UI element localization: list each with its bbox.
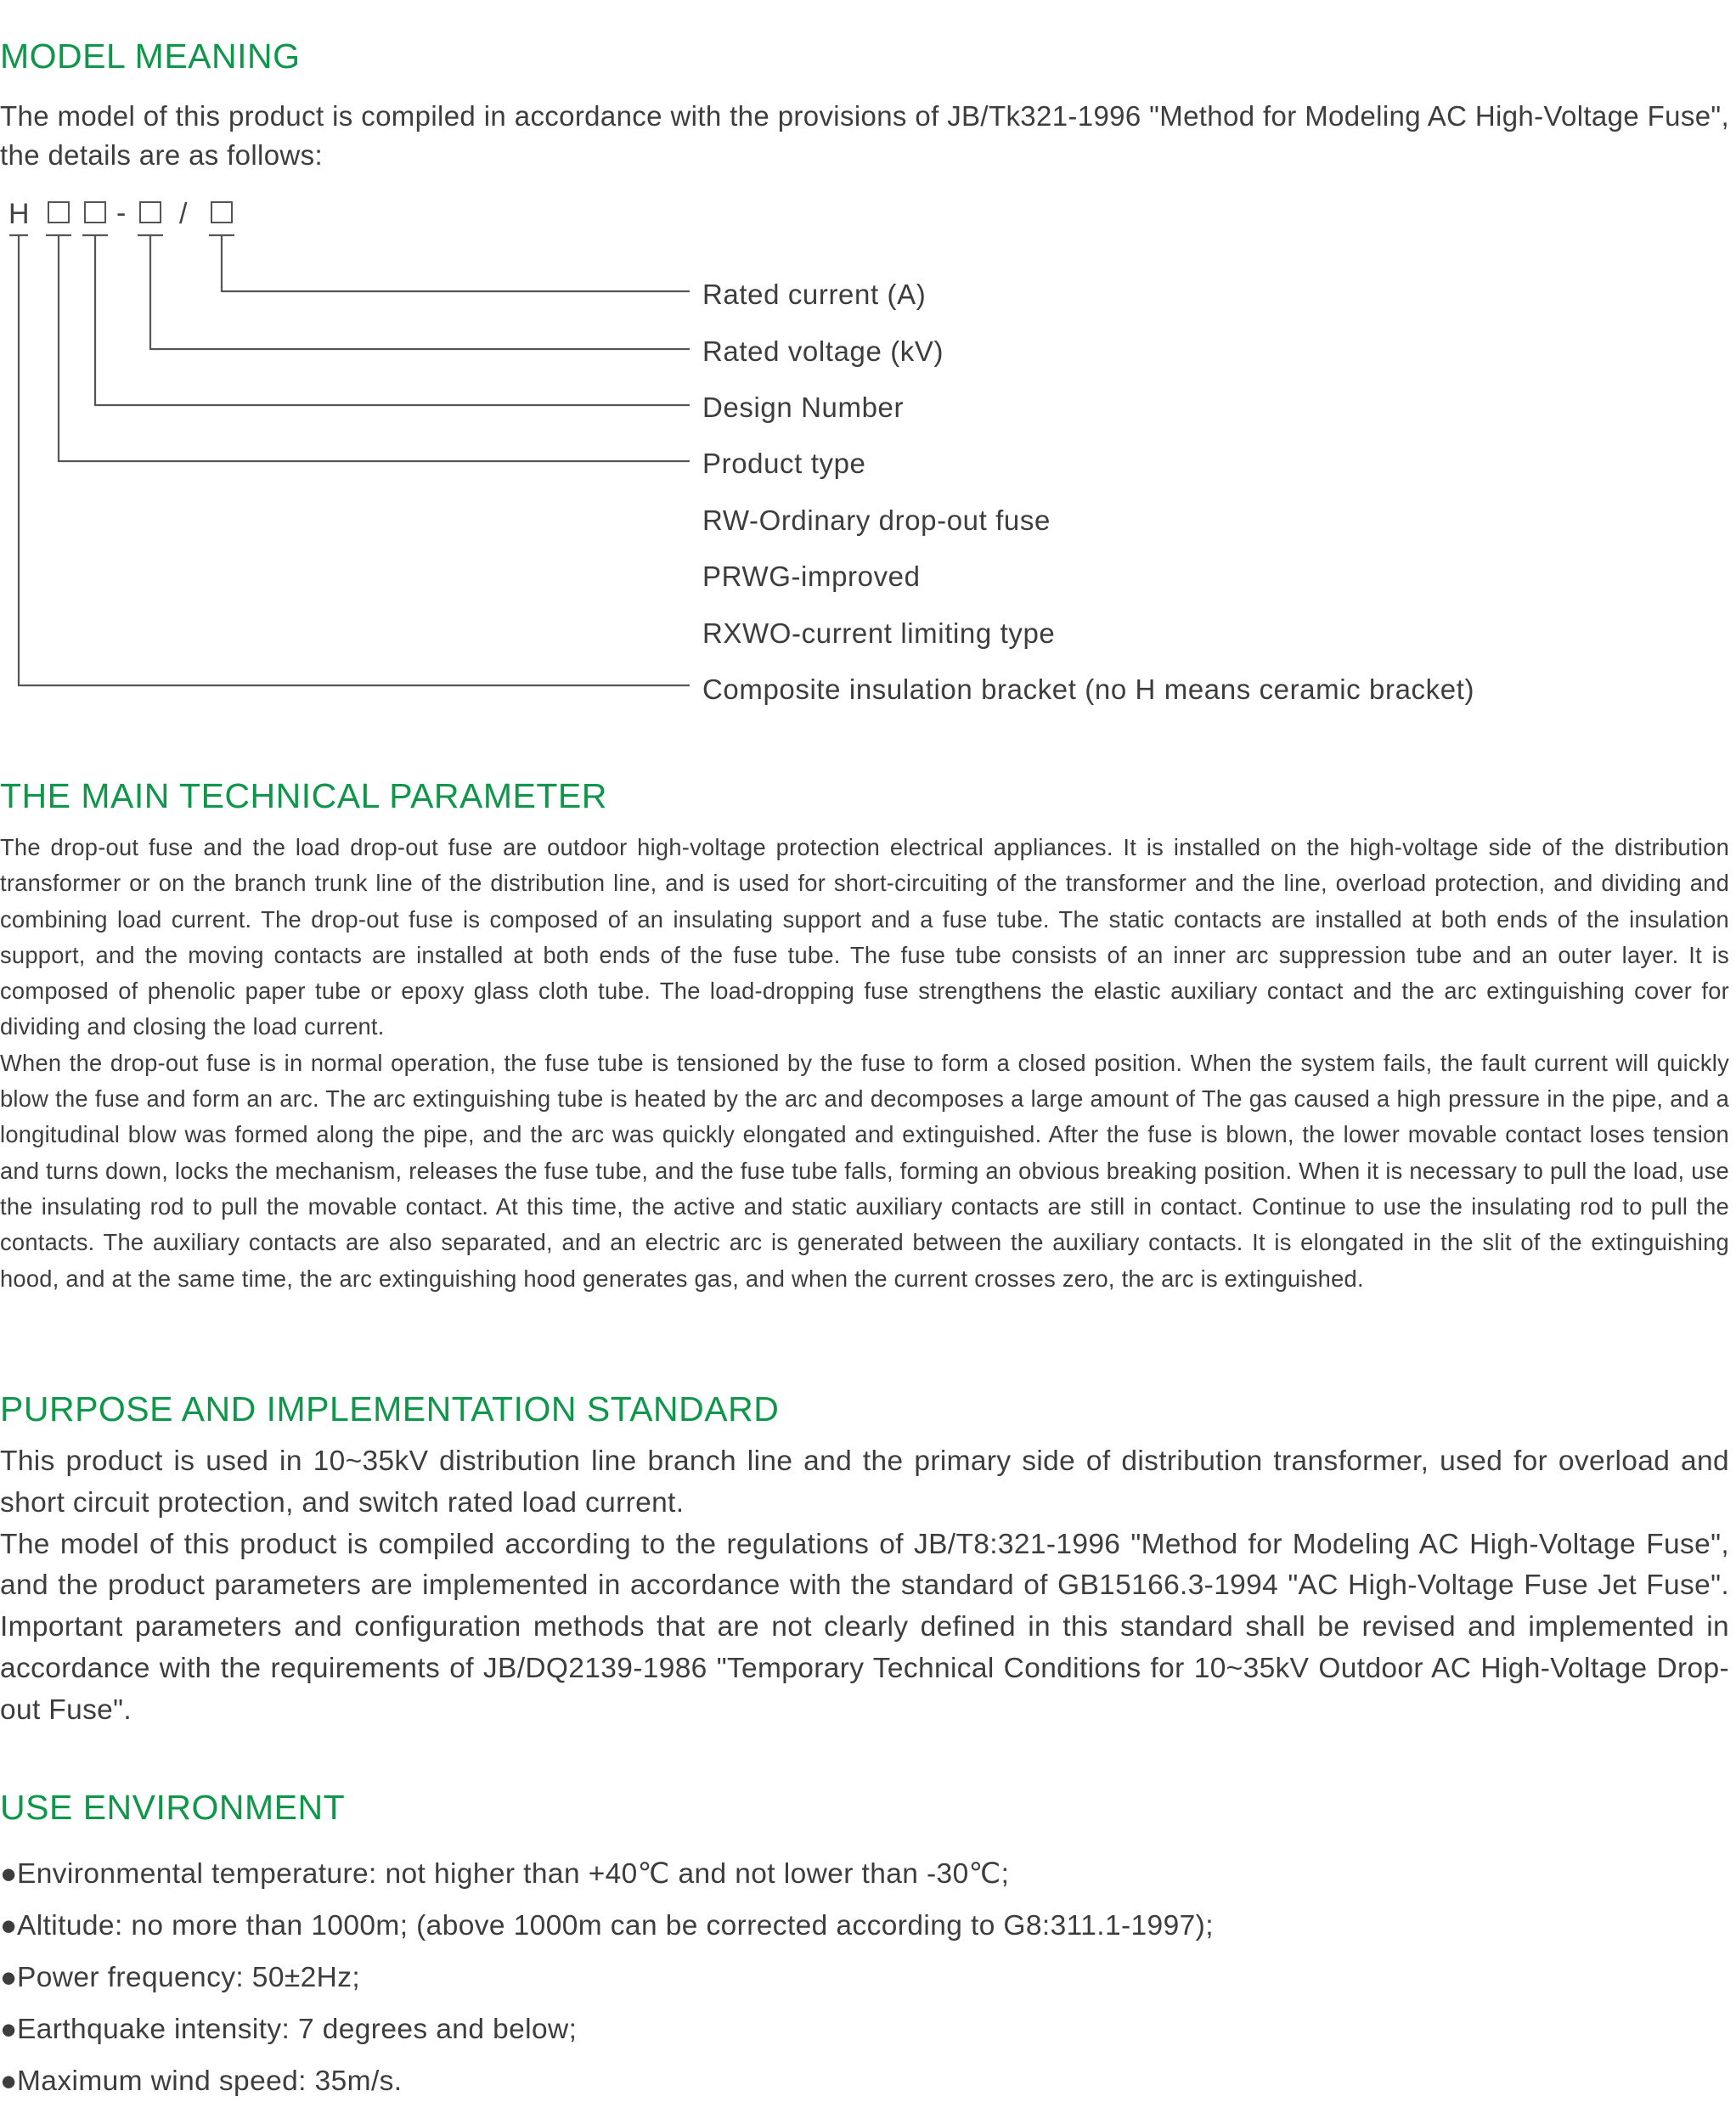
- use-environment-heading: USE ENVIRONMENT: [0, 1788, 346, 1827]
- model-meaning-intro: The model of this product is compiled in accordance with the provisions of JB/Tk321-1996 "Method for Modeling AC High-Voltage Fuse", the details are as follows:: [0, 100, 1729, 171]
- label-rw-ordinary: RW-Ordinary drop-out fuse: [702, 504, 1051, 536]
- purpose-section: [0, 1389, 1729, 1732]
- purpose-paragraph-1: This product is used in 10~35kV distribution line branch line and the primary side of distribution transformer, used for overload and short circuit protection, and switch rated load current.: [0, 1446, 1729, 1519]
- environment-item-earthquake: ●Earthquake intensity: 7 degrees and below;: [0, 2014, 578, 2045]
- bullet-icon: ●: [0, 1962, 18, 1993]
- environment-item-wind-speed: ●Maximum wind speed: 35m/s.: [0, 2065, 403, 2097]
- code-box-design-number: [84, 201, 106, 223]
- environment-item-frequency: ●Power frequency: 50±2Hz;: [0, 1962, 361, 1993]
- label-rated-current: Rated current (A): [702, 279, 927, 310]
- code-box-rated-current: [211, 201, 233, 223]
- purpose-paragraph-2: The model of this product is compiled according to the regulations of JB/T8:321-1996 "Method for Modeling AC High-Voltage Fuse", and the product parameters are implemented in accordance with the standard of GB15166.3-1994 "AC High-Voltage Fuse Jet Fuse". Important parameters and configuration methods that are not clearly defined in this standard shall be revised and implemented in accordance with the requirements of JB/DQ2139-1986 "Temporary Technical Conditions for 10~35kV Outdoor AC High-Voltage Drop-out Fuse".: [0, 1528, 1729, 1726]
- label-prwg-improved: PRWG-improved: [702, 561, 921, 592]
- environment-item-temperature: ●Environmental temperature: not higher than +40℃ and not lower than -30℃;: [0, 1858, 1010, 1890]
- code-prefix-h: H: [8, 198, 30, 230]
- bullet-icon: ●: [0, 2014, 18, 2045]
- environment-item-altitude: ●Altitude: no more than 1000m; (above 1000m can be corrected according to G8:311.1-1997);: [0, 1910, 1214, 1941]
- label-composite-insulation: Composite insulation bracket (no H means ceramic bracket): [702, 673, 1475, 705]
- label-rxwo-current-limiting: RXWO-current limiting type: [702, 617, 1056, 649]
- label-product-type: Product type: [702, 448, 866, 479]
- code-box-rated-voltage: [139, 201, 161, 223]
- label-rated-voltage: Rated voltage (kV): [702, 335, 944, 367]
- label-design-number: Design Number: [702, 392, 905, 423]
- code-slash: /: [179, 198, 188, 230]
- model-meaning-heading: MODEL MEANING: [0, 37, 301, 76]
- technical-parameter-heading: THE MAIN TECHNICAL PARAMETER: [0, 776, 607, 815]
- code-dash: -: [116, 197, 127, 229]
- model-code-diagram: [0, 191, 1736, 718]
- bullet-icon: ●: [0, 1910, 18, 1941]
- environment-list: [0, 1860, 1729, 2096]
- use-environment-section: [0, 1790, 1729, 2119]
- bullet-icon: ●: [0, 2065, 18, 2097]
- bullet-icon: ●: [0, 1858, 18, 1890]
- code-box-product-type: [48, 201, 70, 223]
- model-meaning-section: [0, 39, 1729, 175]
- purpose-heading: PURPOSE AND IMPLEMENTATION STANDARD: [0, 1389, 780, 1429]
- technical-paragraph-1: The drop-out fuse and the load drop-out fuse are outdoor high-voltage protection electrical appliances. It is installed on the high-voltage side of the distribution transformer or on the branch trunk line of the distribution line, and is used for short-circuiting of the transformer and the line, overload protection, and dividing and combining load current. The drop-out fuse is composed of an insulating support and a fuse tube. The static contacts are installed at both ends of the insulation support, and the moving contacts are installed at both ends of the fuse tube. The fuse tube consists of an inner arc suppression tube and an outer layer. It is composed of phenolic paper tube or epoxy glass cloth tube. The load-dropping fuse strengthens the elastic auxiliary contact and the arc extinguishing cover for dividing and closing the load current.: [0, 834, 1729, 1040]
- technical-paragraph-2: When the drop-out fuse is in normal operation, the fuse tube is tensioned by the fuse to form a closed position. When the system fails, the fault current will quickly blow the fuse and form an arc. The arc extinguishing tube is heated by the arc and decomposes a large amount of The gas caused a high pressure in the pipe, and a longitudinal blow was formed along the pipe, and the arc was quickly elongated and extinguished. After the fuse is blown, the lower movable contact loses tension and turns down, locks the mechanism, releases the fuse tube, and the fuse tube falls, forming an obvious breaking position. When it is necessary to pull the load, use the insulating rod to pull the movable contact. At this time, the active and static auxiliary contacts are still in contact. Continue to use the insulating rod to pull the contacts. The auxiliary contacts are also separated, and an electric arc is generated between the auxiliary contacts. It is elongated in the slit of the extinguishing hood, and at the same time, the arc extinguishing hood generates gas, and when the current crosses zero, the arc is extinguished.: [0, 1049, 1729, 1292]
- technical-parameter-section: [0, 776, 1729, 1297]
